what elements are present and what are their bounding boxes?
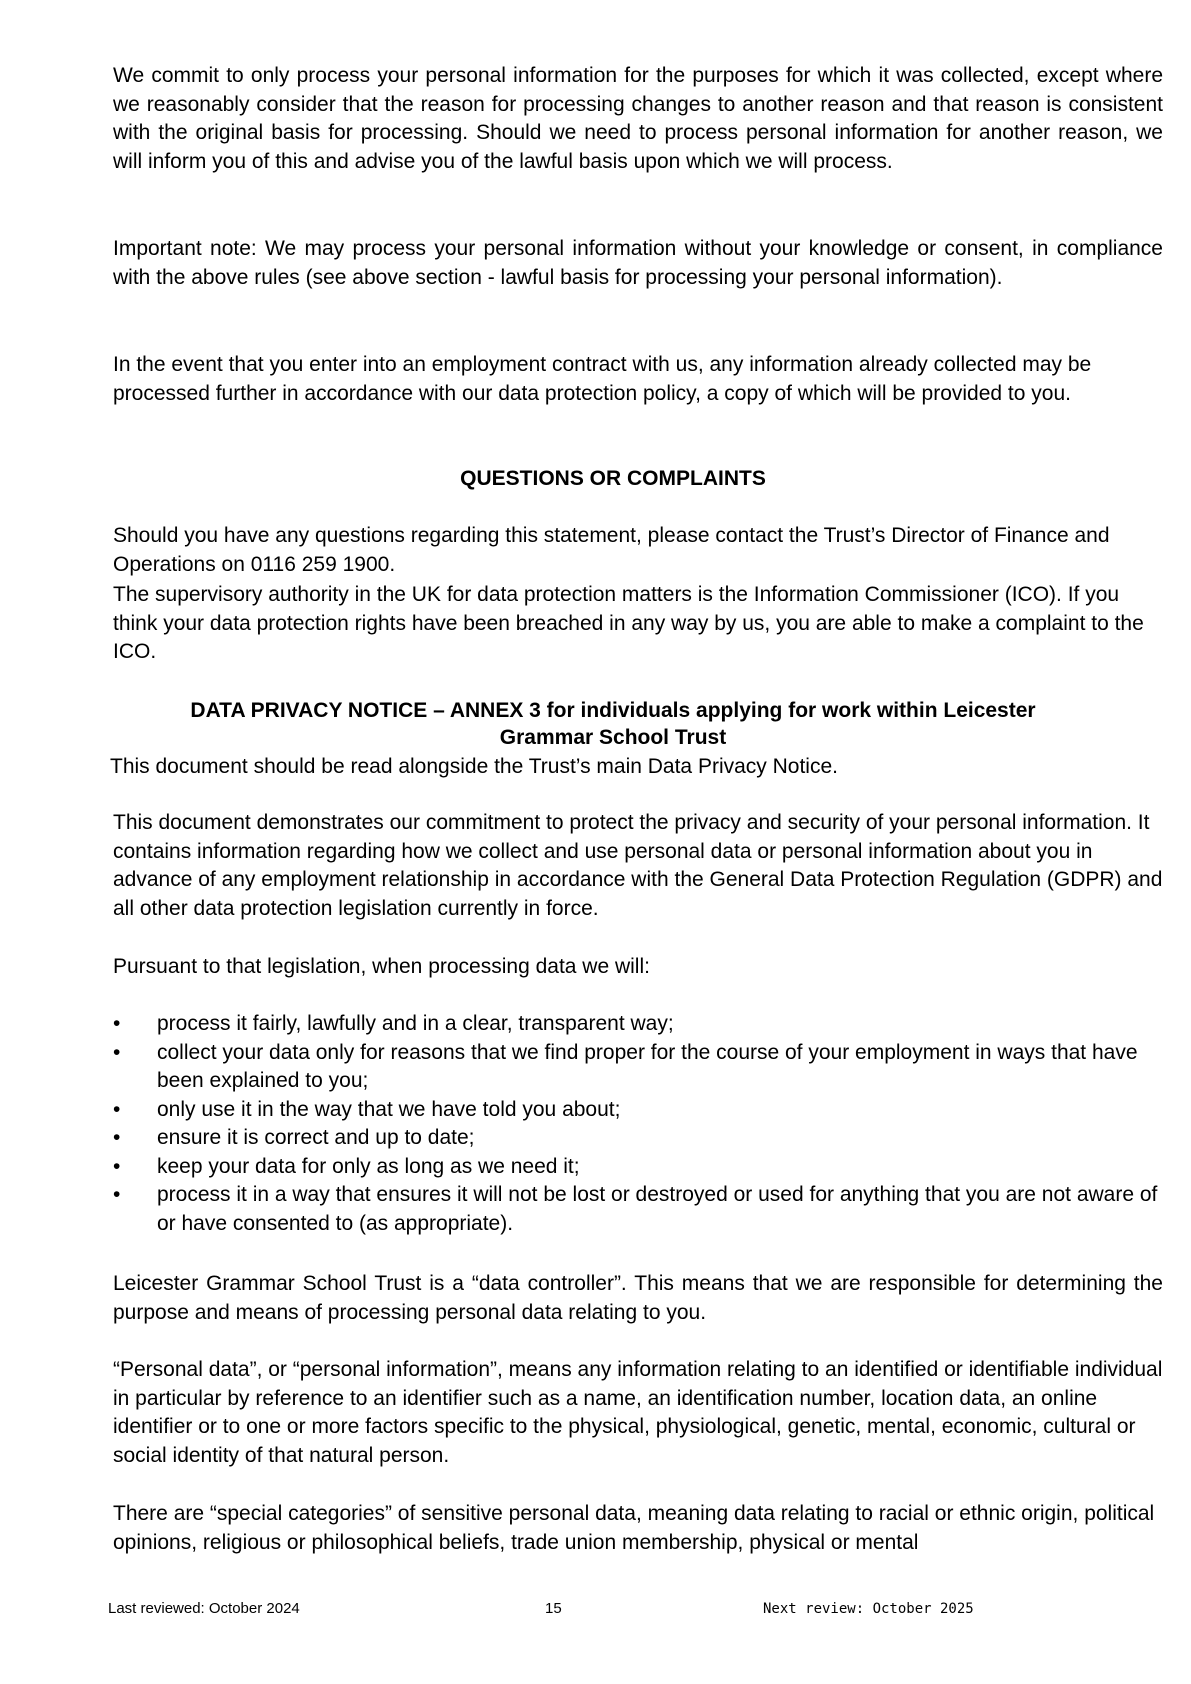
paragraph-important-note: Important note: We may process your personal information without your knowledge or consent, in compliance with the above rules (see above section - lawful basis for processing your personal information). [113, 237, 1163, 289]
footer-last-reviewed: Last reviewed: October 2024 [108, 1600, 300, 1617]
bullet-icon: • [113, 1012, 121, 1035]
footer-next-review: Next review: October 2025 [763, 1601, 974, 1617]
list-item: • process it fairly, lawfully and in a clear, transparent way; [113, 1010, 1163, 1039]
paragraph-purpose-limitation: We commit to only process your personal information for the purposes for which it was collected, except where we reasonably consider that the reason for processing changes to another reason and that reason is consistent with the original basis for processing. Should we need to process personal information for another reason, we will inform you of this and advise you of the lawful basis upon which we will process. [113, 64, 1163, 173]
heading-questions-complaints: QUESTIONS OR COMPLAINTS [460, 467, 766, 490]
bullet-icon: • [113, 1154, 121, 1178]
paragraph-data-controller: Leicester Grammar School Trust is a “data controller”. This means that we are responsible for determining the purpose and means of processing personal data relating to you. [113, 1272, 1163, 1324]
bullet-icon: • [113, 1126, 121, 1149]
list-item: • ensure it is correct and up to date; [113, 1124, 1163, 1153]
list-item: • process it in a way that ensures it will not be lost or destroyed or used for anything that you are not aware of or have consented to (as appropriate). [113, 1183, 1158, 1235]
paragraph-special-categories: There are “special categories” of sensitive personal data, meaning data relating to racial or ethnic origin, political opinions, religious or philosophical beliefs, trade union membership, physical or mental [113, 1502, 1155, 1554]
heading-annex-3 [113, 697, 1113, 751]
heading-annex-line1: DATA PRIVACY NOTICE – ANNEX 3 for individuals applying for work within Leicester [190, 699, 1036, 722]
heading-annex-line2: Grammar School Trust [499, 726, 727, 749]
list-item: • collect your data only for reasons that we find proper for the course of your employment in ways that have been explained to you; [113, 1040, 1138, 1092]
bullet-list-principles [113, 1010, 1163, 1238]
paragraph-contact: Should you have any questions regarding this statement, please contact the Trust’s Director of Finance and Operations on 0116 259 1900. [113, 524, 1110, 576]
paragraph-commitment: This document demonstrates our commitment to protect the privacy and security of your personal information. It contains information regarding how we collect and use personal data or personal information about you in advance of any employment relationship in accordance with the General Data Protection Regulation (GDPR) and all other data protection legislation currently in force. [113, 811, 1163, 920]
list-item: • only use it in the way that we have told you about; [113, 1096, 1163, 1125]
bullet-icon: • [113, 1040, 121, 1064]
list-item: • keep your data for only as long as we need it; [113, 1153, 1163, 1182]
paragraph-read-alongside: This document should be read alongside the Trust’s main Data Privacy Notice. [110, 755, 838, 778]
footer-page-number: 15 [545, 1600, 562, 1617]
paragraph-employment-contract: In the event that you enter into an employment contract with us, any information already collected may be processed further in accordance with our data protection policy, a copy of which will be provided to you. [113, 353, 1092, 405]
paragraph-supervisory-authority: The supervisory authority in the UK for data protection matters is the Information Commissioner (ICO). If you think your data protection rights have been breached in any way by us, you are able to make a complaint to the ICO. [113, 583, 1144, 663]
bullet-icon: • [113, 1183, 121, 1206]
paragraph-pursuant: Pursuant to that legislation, when processing data we will: [113, 955, 650, 978]
bullet-icon: • [113, 1097, 121, 1121]
paragraph-personal-data-definition: “Personal data”, or “personal information”, means any information relating to an identified or identifiable individual in particular by reference to an identifier such as a name, an identification number, location data, an online identifier or to one or more factors specific to the physical, physiological, genetic, mental, economic, cultural or social identity of that natural person. [113, 1358, 1163, 1467]
